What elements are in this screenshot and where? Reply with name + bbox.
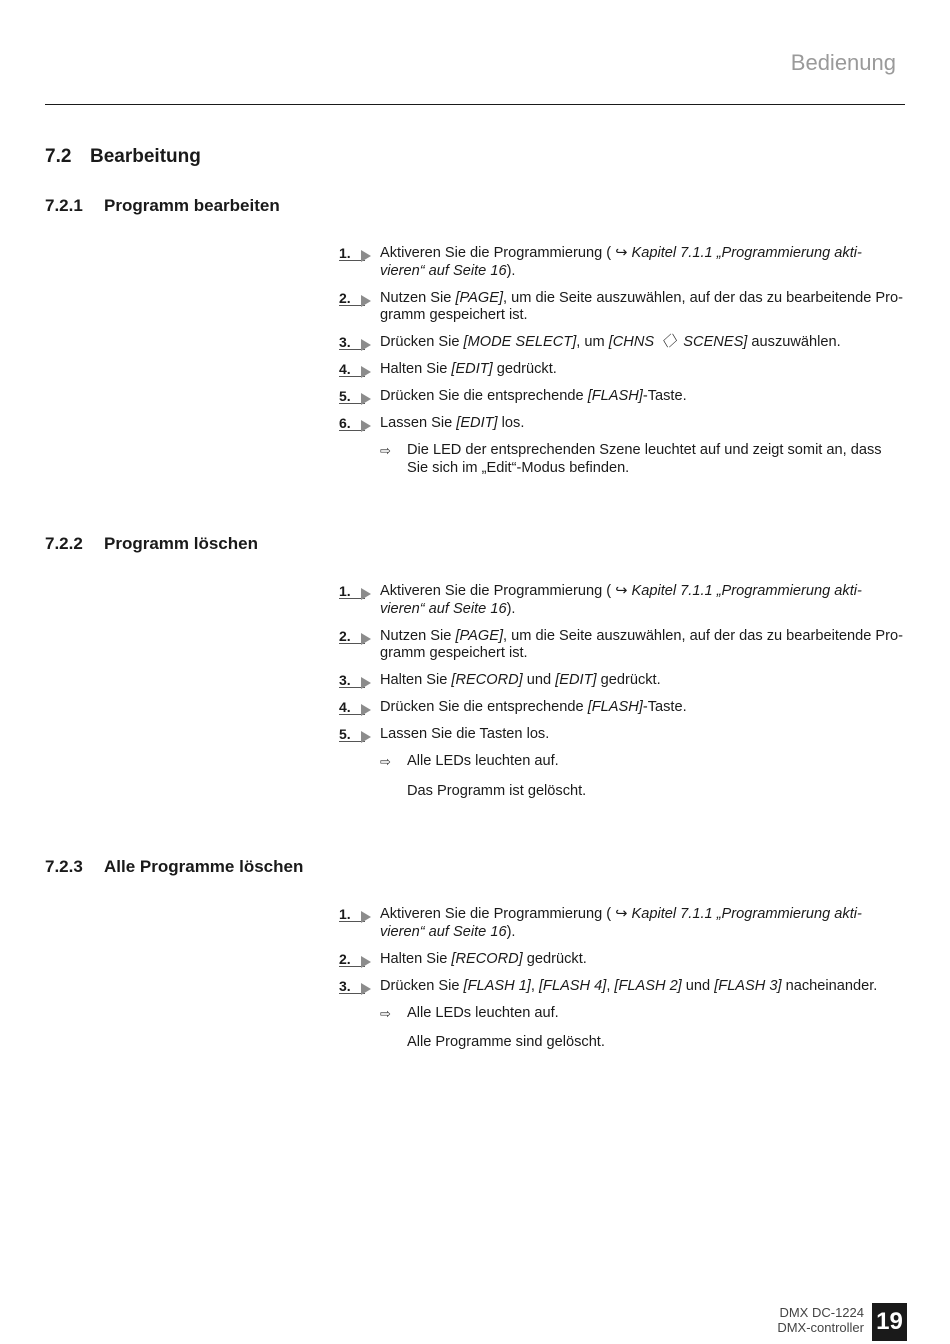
- step-reference: [EDIT]: [451, 361, 493, 377]
- section-heading: [45, 146, 201, 168]
- step-number: 6.: [339, 415, 351, 431]
- step-item: [339, 415, 905, 433]
- step-text-part: gedrückt.: [492, 361, 557, 377]
- step-number: 2.: [339, 627, 351, 644]
- header-rule: [45, 104, 905, 105]
- step-text: [380, 628, 903, 662]
- step-item: [339, 726, 905, 744]
- result-note: Alle Programme sind gelöscht.: [407, 1034, 605, 1050]
- step-reference: [CHNS〈〉SCENES]: [608, 334, 748, 350]
- step-number: 3.: [339, 977, 351, 994]
- step-reference: [FLASH 2]: [614, 977, 682, 994]
- step-arrow-icon: [361, 588, 371, 600]
- step-arrow-icon: [361, 704, 371, 716]
- step-reference: [FLASH 4]: [538, 977, 607, 994]
- step-text-part: Drücken Sie: [380, 334, 464, 350]
- step-number: 5.: [339, 726, 351, 742]
- step-list-1: [339, 245, 905, 489]
- step-arrow-icon: [361, 366, 371, 378]
- step-text-part: los.: [497, 415, 525, 431]
- result-text: Alle LEDs leuchten auf.: [407, 753, 559, 769]
- step-text-part: , um die Seite auszuwählen, auf der das zu bearbeitende Pro-gramm gespeichert ist.: [380, 289, 903, 323]
- step-text-part: Nutzen Sie: [380, 627, 456, 644]
- step-arrow-icon: [361, 983, 371, 995]
- step-text-part: gedrückt.: [596, 672, 661, 688]
- step-text-part: Lassen Sie die Tasten los.: [380, 726, 550, 742]
- step-result: [339, 753, 905, 771]
- footer-model: DMX DC-1224: [779, 1305, 864, 1320]
- step-number: 1.: [339, 245, 351, 261]
- step-reference: ↪ Kapitel 7.1.1 „Programmierung akti-vieren“ auf Seite 16: [380, 906, 862, 940]
- step-text-part: , um die Seite auszuwählen, auf der das zu bearbeitende Pro-gramm gespeichert ist.: [380, 627, 903, 661]
- step-text-part: Halten Sie: [380, 950, 452, 967]
- step-text-part: Aktiveren Sie die Programmierung (: [380, 906, 616, 922]
- step-text-part: Drücken Sie die entsprechende: [380, 699, 588, 715]
- section-title: Bearbeitung: [90, 146, 201, 167]
- step-reference: [RECORD]: [451, 950, 523, 967]
- step-text-part: ).: [506, 600, 516, 617]
- step-result: [339, 442, 905, 477]
- step-text-part: und: [681, 977, 715, 994]
- step-arrow-icon: [361, 633, 371, 645]
- result-text: Alle LEDs leuchten auf.: [407, 1004, 559, 1021]
- step-arrow-icon: [361, 420, 371, 432]
- step-number: 5.: [339, 388, 351, 404]
- step-reference: [FLASH 3]: [714, 977, 782, 994]
- result-arrow-icon: ⇨: [380, 1005, 391, 1021]
- step-item: [339, 361, 905, 379]
- step-number: 1.: [339, 906, 351, 922]
- step-text-part: ,: [606, 977, 615, 994]
- step-text: [380, 388, 687, 404]
- step-arrow-icon: [361, 677, 371, 689]
- result-arrow-icon: ⇨: [380, 754, 391, 769]
- step-reference: [FLASH]: [587, 699, 643, 715]
- step-text-part: Drücken Sie: [380, 977, 464, 994]
- step-item: [339, 951, 905, 969]
- step-reference: [MODE SELECT]: [463, 334, 577, 350]
- step-text-part: ).: [506, 923, 516, 940]
- step-item: [339, 583, 905, 618]
- step-number: 2.: [339, 950, 351, 967]
- step-text-part: Aktiveren Sie die Programmierung (: [380, 583, 616, 599]
- step-text-part: -Taste.: [642, 699, 687, 715]
- step-number: 4.: [339, 699, 351, 715]
- step-list-3: [339, 906, 905, 1052]
- subsection-number: 7.2.3: [45, 857, 83, 876]
- step-text-part: nacheinander.: [781, 977, 878, 994]
- step-number: 4.: [339, 361, 351, 377]
- step-text-part: ,: [530, 977, 539, 994]
- step-reference: [EDIT]: [456, 415, 498, 431]
- step-item: [339, 906, 905, 941]
- step-result: [339, 1005, 905, 1023]
- step-text: [380, 334, 841, 350]
- step-item: [339, 628, 905, 663]
- step-text: [380, 245, 862, 279]
- step-text-part: gedrückt.: [522, 950, 587, 967]
- step-arrow-icon: [361, 393, 371, 405]
- step-text-part: Halten Sie: [380, 361, 452, 377]
- step-item: [339, 978, 905, 996]
- step-reference: [FLASH]: [587, 388, 643, 404]
- subsection-title: Programm löschen: [104, 534, 258, 553]
- step-text: [380, 361, 557, 377]
- step-text: [380, 951, 587, 967]
- step-reference: ↪ Kapitel 7.1.1 „Programmierung akti-vieren“ auf Seite 16: [380, 583, 862, 617]
- step-text: [380, 672, 661, 688]
- step-text-part: -Taste.: [642, 388, 687, 404]
- step-item: [339, 388, 905, 406]
- step-text-part: und: [522, 672, 556, 688]
- step-text: [380, 415, 524, 431]
- step-text: [380, 583, 862, 617]
- header-title: Bedienung: [790, 50, 896, 75]
- step-item: [339, 245, 905, 280]
- step-item: [339, 699, 905, 717]
- step-text-part: , um: [576, 334, 609, 350]
- step-arrow-icon: [361, 911, 371, 923]
- step-reference: [PAGE]: [455, 289, 504, 306]
- step-text: [380, 290, 903, 324]
- page-number-badge: 19: [872, 1303, 907, 1341]
- subsection-number: 7.2.1: [45, 196, 83, 215]
- step-arrow-icon: [361, 731, 371, 743]
- step-number: 1.: [339, 583, 351, 599]
- step-text: [380, 978, 877, 994]
- step-reference: [RECORD]: [451, 672, 523, 688]
- step-reference: [FLASH 1]: [463, 977, 531, 994]
- step-number: 3.: [339, 672, 351, 688]
- step-reference: [PAGE]: [455, 627, 504, 644]
- step-text: [380, 726, 549, 742]
- result-note: Das Programm ist gelöscht.: [407, 782, 587, 799]
- step-text-part: auszuwählen.: [747, 334, 841, 350]
- subsection-title: Programm bearbeiten: [104, 196, 280, 215]
- step-text: [380, 699, 687, 715]
- step-text-part: ).: [506, 262, 516, 279]
- step-text-part: Aktiveren Sie die Programmierung (: [380, 245, 616, 261]
- step-list-2: [339, 583, 905, 800]
- step-arrow-icon: [361, 250, 371, 262]
- step-arrow-icon: [361, 956, 371, 968]
- step-item: [339, 672, 905, 690]
- step-text-part: Drücken Sie die entsprechende: [380, 388, 588, 404]
- step-number: 3.: [339, 334, 351, 350]
- step-text-part: Nutzen Sie: [380, 289, 456, 306]
- footer-product-info: [777, 1305, 864, 1335]
- step-arrow-icon: [361, 295, 371, 307]
- subsection-number: 7.2.2: [45, 534, 83, 553]
- step-item: [339, 334, 905, 352]
- step-number: 2.: [339, 289, 351, 306]
- step-reference: [EDIT]: [555, 672, 597, 688]
- subsection-title: Alle Programme löschen: [104, 857, 304, 876]
- subsection-heading-2: [45, 534, 258, 554]
- step-item: [339, 290, 905, 325]
- step-text: [380, 906, 862, 940]
- subsection-heading-1: [45, 196, 280, 216]
- step-text-part: Halten Sie: [380, 672, 452, 688]
- section-number: 7.2: [45, 146, 72, 167]
- footer-product: DMX-controller: [777, 1320, 864, 1335]
- subsection-heading-3: [45, 857, 303, 877]
- step-text-part: Lassen Sie: [380, 415, 457, 431]
- step-reference: ↪ Kapitel 7.1.1 „Programmierung akti-vieren“ auf Seite 16: [380, 245, 862, 279]
- result-arrow-icon: ⇨: [380, 443, 391, 458]
- step-arrow-icon: [361, 339, 371, 351]
- result-text: Die LED der entsprechenden Szene leuchtet auf und zeigt somit an, dass Sie sich im „Edit“-Modus befinden.: [407, 442, 882, 476]
